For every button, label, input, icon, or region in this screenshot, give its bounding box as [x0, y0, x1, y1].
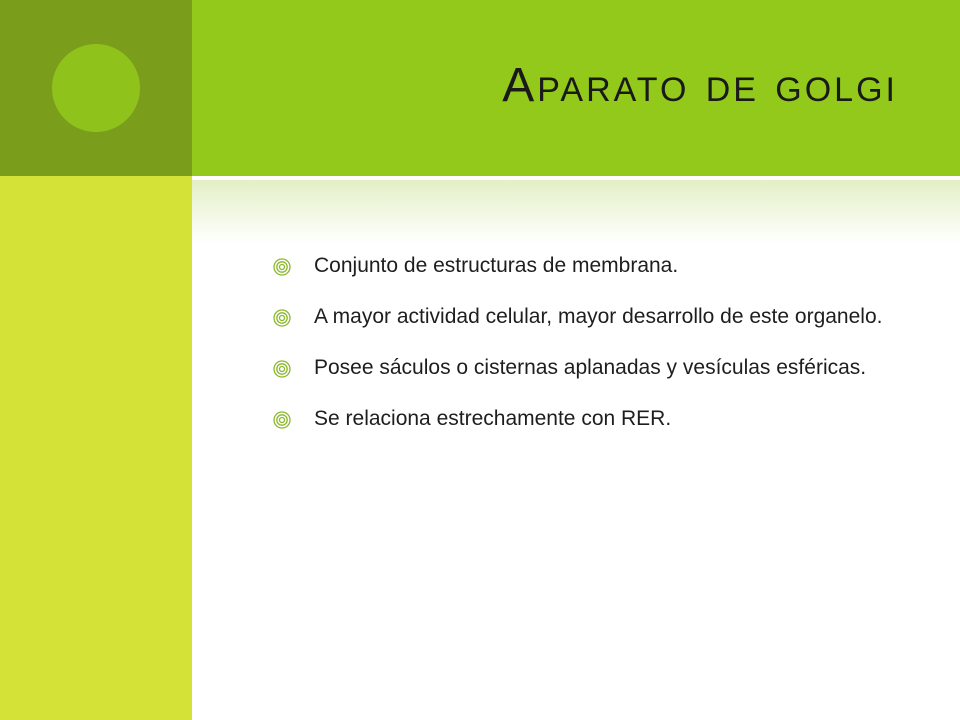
decorative-circle — [52, 44, 140, 132]
bullet-item — [268, 301, 888, 332]
concentric-circle-icon — [273, 309, 291, 327]
title-bar — [192, 0, 960, 176]
concentric-circle-icon — [273, 411, 291, 429]
concentric-circle-icon — [273, 360, 291, 378]
concentric-circle-icon — [273, 258, 291, 276]
bullet-text: Posee sáculos o cisternas aplanadas y vesículas esféricas. — [314, 356, 867, 379]
slide-title: Aparato de golgi — [502, 59, 898, 112]
bullet-text: Conjunto de estructuras de membrana. — [314, 254, 679, 277]
left-side-strip — [0, 176, 192, 720]
bullet-item — [268, 250, 888, 281]
bullet-text: Se relaciona estrechamente con RER. — [314, 407, 672, 430]
bullet-item — [268, 403, 888, 434]
corner-block — [0, 0, 192, 176]
bullet-text: A mayor actividad celular, mayor desarrollo de este organelo. — [314, 305, 883, 328]
title-bar-gradient — [192, 180, 960, 244]
bullet-item — [268, 352, 888, 383]
bullet-list — [268, 250, 888, 454]
